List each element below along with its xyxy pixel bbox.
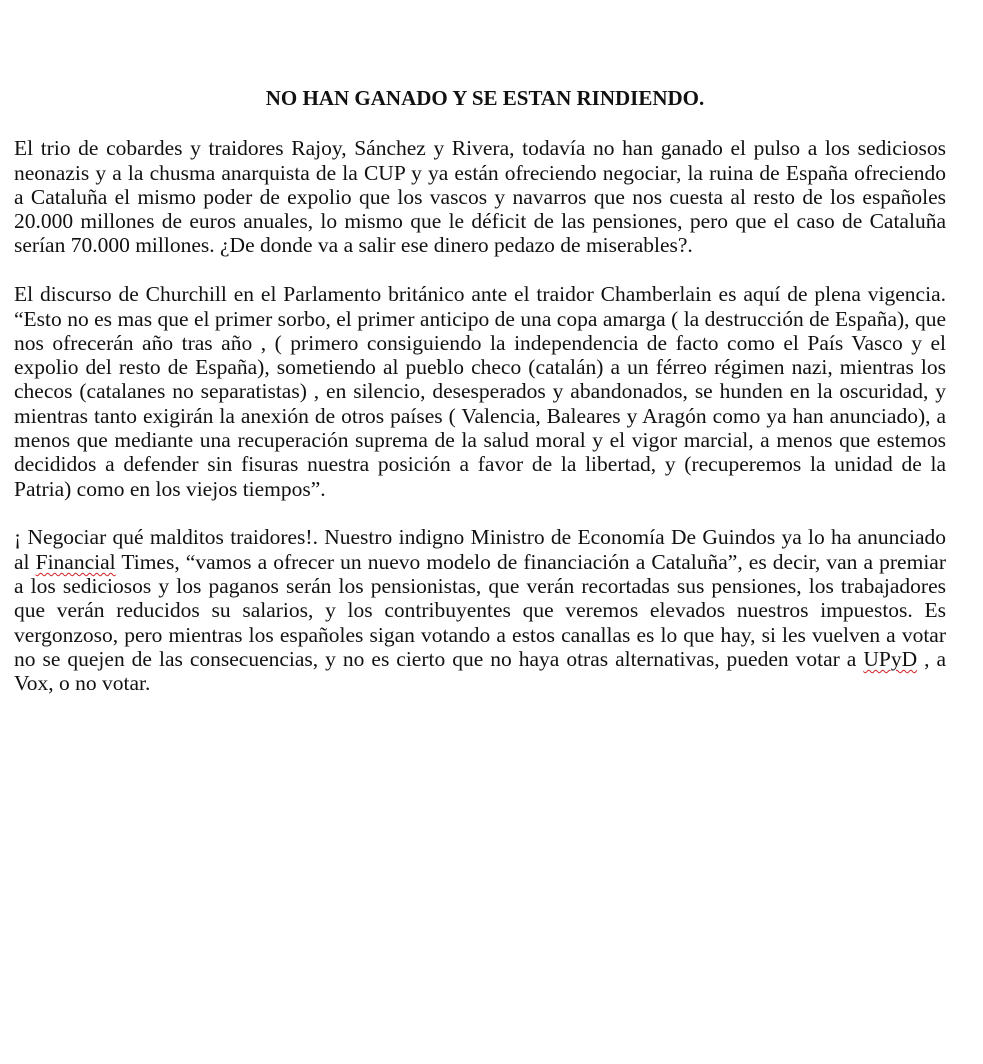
document-page [14, 86, 946, 720]
paragraph-3-text-a: ¡ Negociar qué malditos traidores!. Nuestro indigno Ministro de Economía De Guindos ya lo ha anunciado al [14, 525, 946, 574]
paragraph-3-text-c: , a Vox, o no votar. [14, 646, 947, 696]
paragraph-2: El discurso de Churchill en el Parlamento británico ante el traidor Chamberlain es aquí de plena vigencia. “Esto no es mas que el primer sorbo, el primer anticipo de una copa amarga ( la destrucción de España), que nos ofrecerán año tras año , ( primero consiguiendo la independencia de facto como el País Vasco y el expolio del resto de España), sometiendo al pueblo checo (catalán) a un férreo régimen nazi, mientras los checos (catalanes no separatistas) , en silencio, desesperados y abandonados, se hunden en la oscuridad, y mientras tanto exigirán la anexión de otros países ( Valencia, Baleares y Aragón como ya han anunciado), a menos que mediante una recuperación suprema de la salud moral y el vigor marcial, a menos que estemos decididos a defender sin fisuras nuestra posición a favor de la libertad, y (recuperemos la unidad de la Patria) como en los viejos tiempos”. [14, 282, 946, 501]
paragraph-1: El trio de cobardes y traidores Rajoy, Sánchez y Rivera, todavía no han ganado el pulso a los sediciosos neonazis y a la chusma anarquista de la CUP y ya están ofreciendo negociar, la ruina de España ofreciendo a Cataluña el mismo poder de expolio que los vascos y navarros que nos cuesta al resto de los españoles 20.000 millones de euros anuales, lo mismo que le déficit de las pensiones, pero que el caso de Cataluña serían 70.000 millones. ¿De donde va a salir ese dinero pedazo de miserables?. [14, 136, 946, 258]
document-title: NO HAN GANADO Y SE ESTAN RINDIENDO. [265, 86, 705, 110]
paragraph-3-text-b: Times, “vamos a ofrecer un nuevo modelo de financiación a Cataluña”, es decir, van a premiar a los sediciosos y los paganos serán los pensionistas, que verán recortadas sus pensiones, los trabajadores que verán reducidos su salarios, y los contribuyentes que veremos elevados nuestros impuestos. Es vergonzoso, pero mientras los españoles sigan votando a estos canallas es lo que hay, si les vuelven a votar no se quejen de las consecuencias, y no es cierto que no haya otras alternativas, pueden votar a [14, 549, 946, 671]
paragraph-3 [14, 525, 946, 695]
spellcheck-word-financial[interactable]: Financial [35, 549, 116, 574]
spellcheck-word-upyd[interactable]: UPyD [863, 646, 918, 671]
